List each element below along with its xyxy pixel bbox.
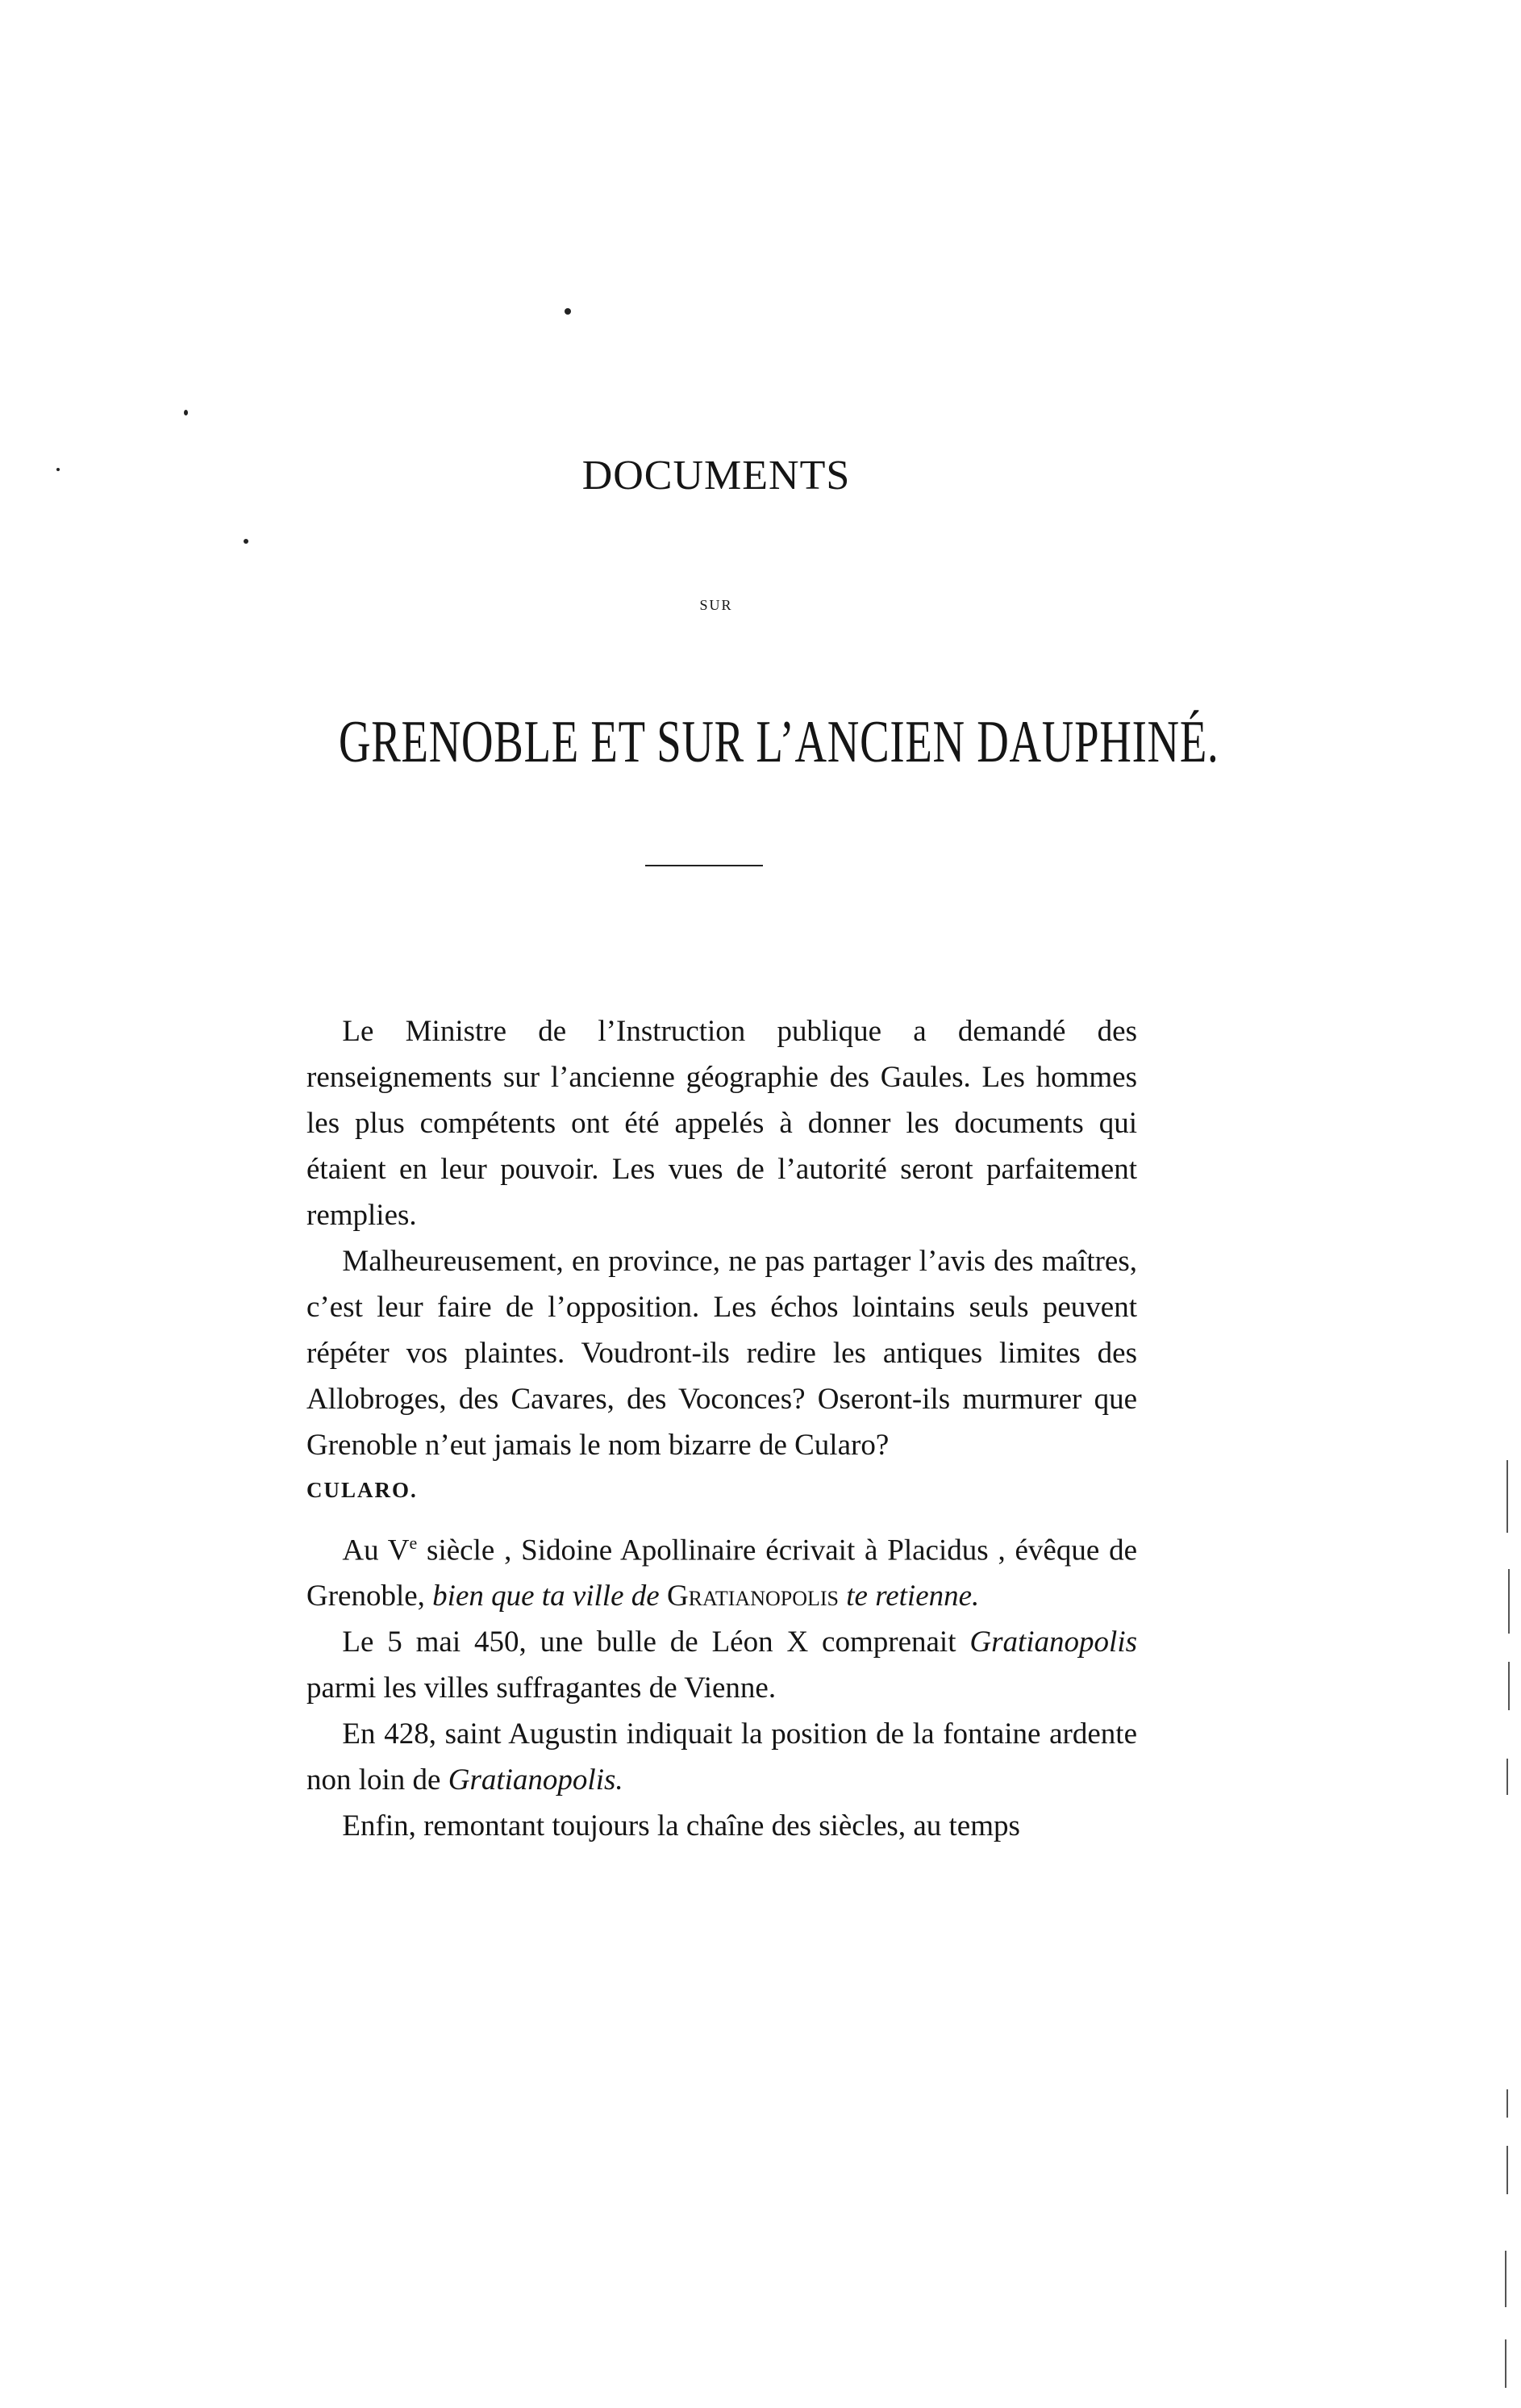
margin-mark — [1505, 2339, 1506, 2388]
paragraph-6-text: Enfin, remontant toujours la chaîne des siècles, au temps — [342, 1809, 1020, 1843]
section-heading: CULARO. — [306, 1478, 418, 1502]
margin-mark — [1506, 2089, 1508, 2118]
scan-speck — [244, 539, 248, 544]
page-subtitle: GRENOBLE ET SUR L’ANCIEN DAUPHINÉ. — [339, 709, 1219, 775]
margin-mark — [1506, 2146, 1508, 2194]
margin-mark — [1508, 1569, 1510, 1634]
paragraph-1-text: Le Ministre de l’Instruction publique a demandé des renseignements sur l’ancienne géographie des Gaules. Les hommes les plus compétents ont été appelés à donner les documents qui étaient en leur pouvoir. Les vues de l’autorité seront parfaitement remplies. — [306, 1015, 1137, 1232]
title-divider — [645, 865, 763, 866]
paragraph-2 — [306, 1238, 1137, 1468]
paragraph-4-text-end: parmi les villes suffragantes de Vienne. — [306, 1671, 777, 1705]
paragraph-5-placename: Gratianopolis. — [448, 1763, 623, 1797]
paragraph-3-text: siècle , Sidoine Apollinaire écrivait à Placidus , évêque de Grenoble, — [306, 1534, 1138, 1613]
scan-speck — [184, 410, 188, 415]
paragraph-4-text: Le 5 mai 450, une bulle de Léon X comprenait — [342, 1626, 970, 1659]
margin-mark — [1508, 1662, 1510, 1710]
paragraph-3-quote-end: te retienne. — [846, 1580, 980, 1613]
paragraph-1 — [306, 1008, 1137, 1238]
paragraph-3-placename: Gratianopolis — [666, 1580, 839, 1613]
paragraph-3 — [306, 1520, 1137, 1619]
paragraph-5 — [306, 1711, 1137, 1803]
paragraph-3-lead: Au V — [342, 1534, 410, 1567]
title-connector: SUR — [699, 597, 733, 613]
paragraph-5-text: En 428, saint Augustin indiquait la position de la fontaine ardente non loin de — [306, 1717, 1137, 1797]
paragraph-4-placename: Gratianopolis — [969, 1626, 1137, 1659]
scan-speck — [565, 308, 571, 315]
paragraph-4 — [306, 1619, 1137, 1711]
margin-mark — [1506, 1759, 1508, 1795]
paragraph-6 — [306, 1803, 1137, 1849]
page-title: DOCUMENTS — [581, 453, 851, 499]
body-text — [306, 1008, 1137, 1849]
margin-mark — [1505, 2251, 1506, 2307]
margin-mark — [1506, 1460, 1508, 1533]
paragraph-3-quote: bien que ta ville de — [432, 1580, 660, 1613]
paragraph-2-text: Malheureusement, en province, ne pas partager l’avis des maîtres, c’est leur faire de l’opposition. Les échos lointains seuls peuvent répéter vos plaintes. Voudront-ils redire les antiques limites des Allobroges, des Cavares, des Voconces? Oseront-ils murmurer que Grenoble n’eut jamais le nom bizarre de Cularo? — [306, 1245, 1137, 1462]
century-superscript: e — [409, 1533, 418, 1553]
scan-speck — [56, 468, 60, 471]
